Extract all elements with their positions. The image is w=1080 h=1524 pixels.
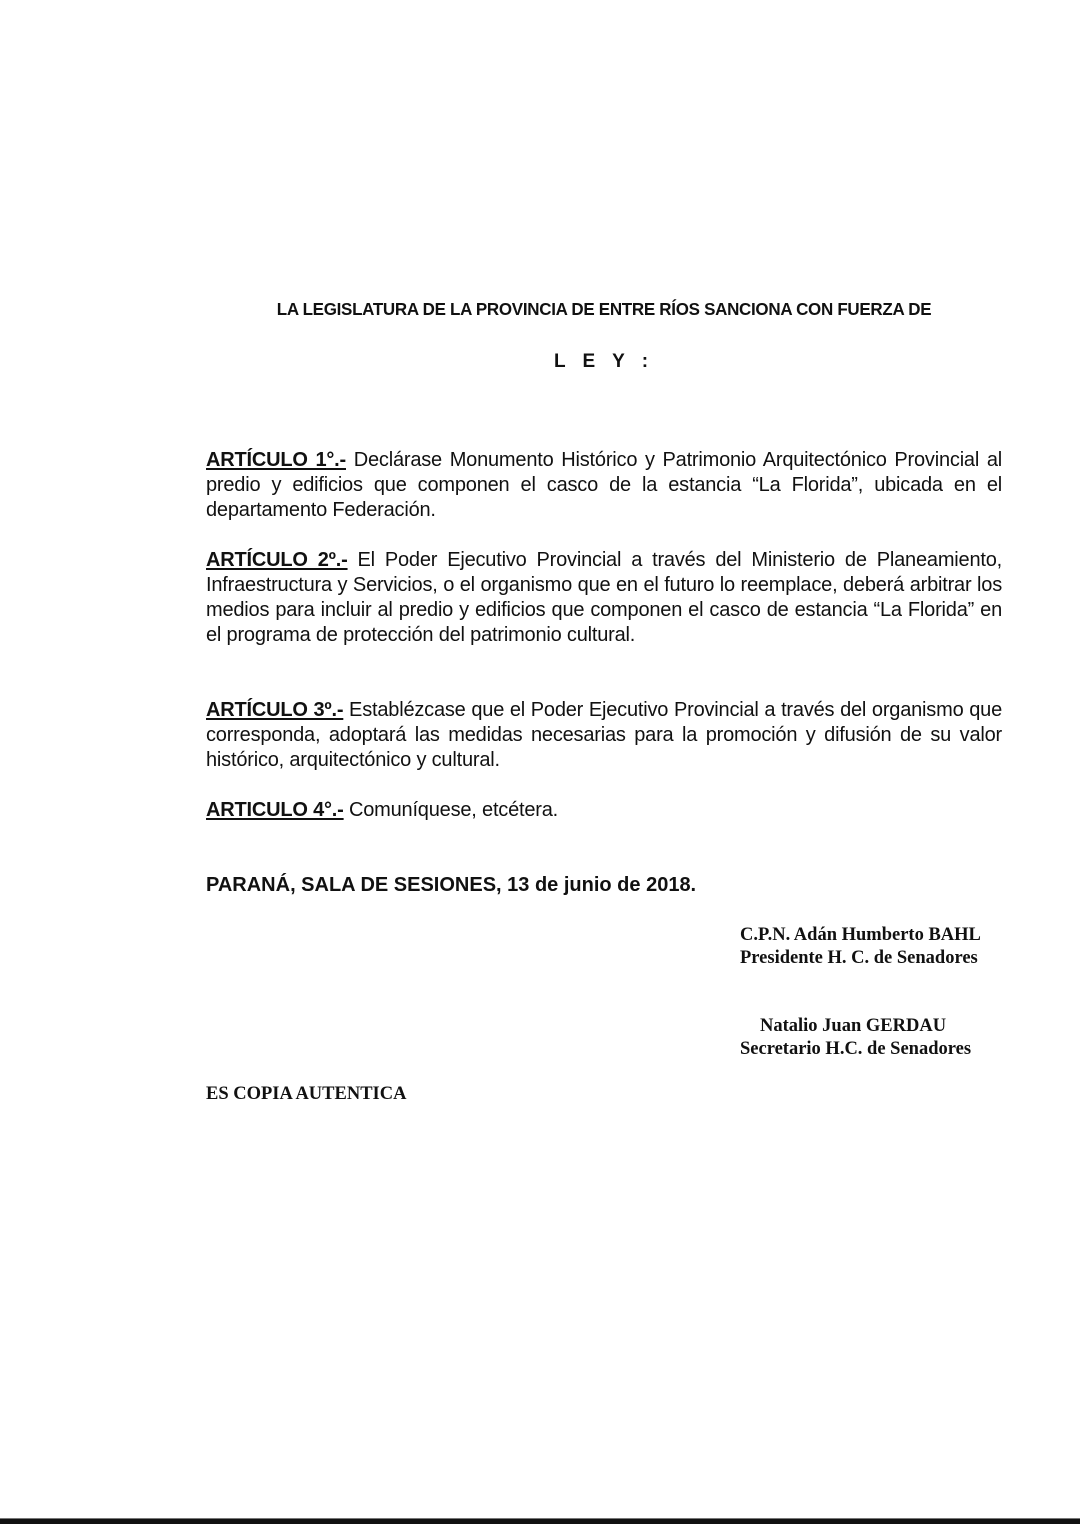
article-4-label: ARTICULO 4°.- xyxy=(206,799,344,821)
article-3-label: ARTÍCULO 3º.- xyxy=(206,699,344,721)
signatory-1-role: Presidente H. C. de Senadores xyxy=(740,948,978,968)
article-1-label: ARTÍCULO 1°.- xyxy=(206,449,346,471)
article-1 xyxy=(206,448,1002,523)
place-date: PARANÁ, SALA DE SESIONES, 13 de junio de 2018. xyxy=(206,874,697,896)
article-2-text: El Poder Ejecutivo Provincial a través del Ministerio de Planeamiento, Infraestructura y Servicios, o el organismo que en el futuro lo reemplace, deberá arbitrar los medios para incluir al predio y edificios que componen el casco de estancia “La Florida” en el programa de protección del patrimonio cultural. xyxy=(206,549,1002,646)
signatory-2-role: Secretario H.C. de Senadores xyxy=(740,1039,972,1059)
article-1-text: Declárase Monumento Histórico y Patrimonio Arquitectónico Provincial al predio y edificios que componen el casco de la estancia “La Florida”, ubicada en el departamento Federación. xyxy=(206,449,1002,521)
article-2 xyxy=(206,548,1002,648)
article-2-label: ARTÍCULO 2º.- xyxy=(206,549,348,571)
document-heading: LA LEGISLATURA DE LA PROVINCIA DE ENTRE RÍOS SANCIONA CON FUERZA DE xyxy=(276,299,932,319)
article-4 xyxy=(206,798,1002,823)
article-4-text: Comuníquese, etcétera. xyxy=(343,799,559,821)
certification-note: ES COPIA AUTENTICA xyxy=(206,1084,407,1104)
ley-title: L E Y : xyxy=(553,351,655,372)
signatory-1-name: C.P.N. Adán Humberto BAHL xyxy=(740,925,981,945)
signatory-2-name: Natalio Juan GERDAU xyxy=(760,1016,947,1036)
article-3 xyxy=(206,698,1002,773)
bottom-edge-bar xyxy=(0,1518,1080,1524)
article-3-text: Establézcase que el Poder Ejecutivo Provincial a través del organismo que corresponda, adoptará las medidas necesarias para la promoción y difusión de su valor histórico, arquitectónico y cultural. xyxy=(206,699,1002,771)
